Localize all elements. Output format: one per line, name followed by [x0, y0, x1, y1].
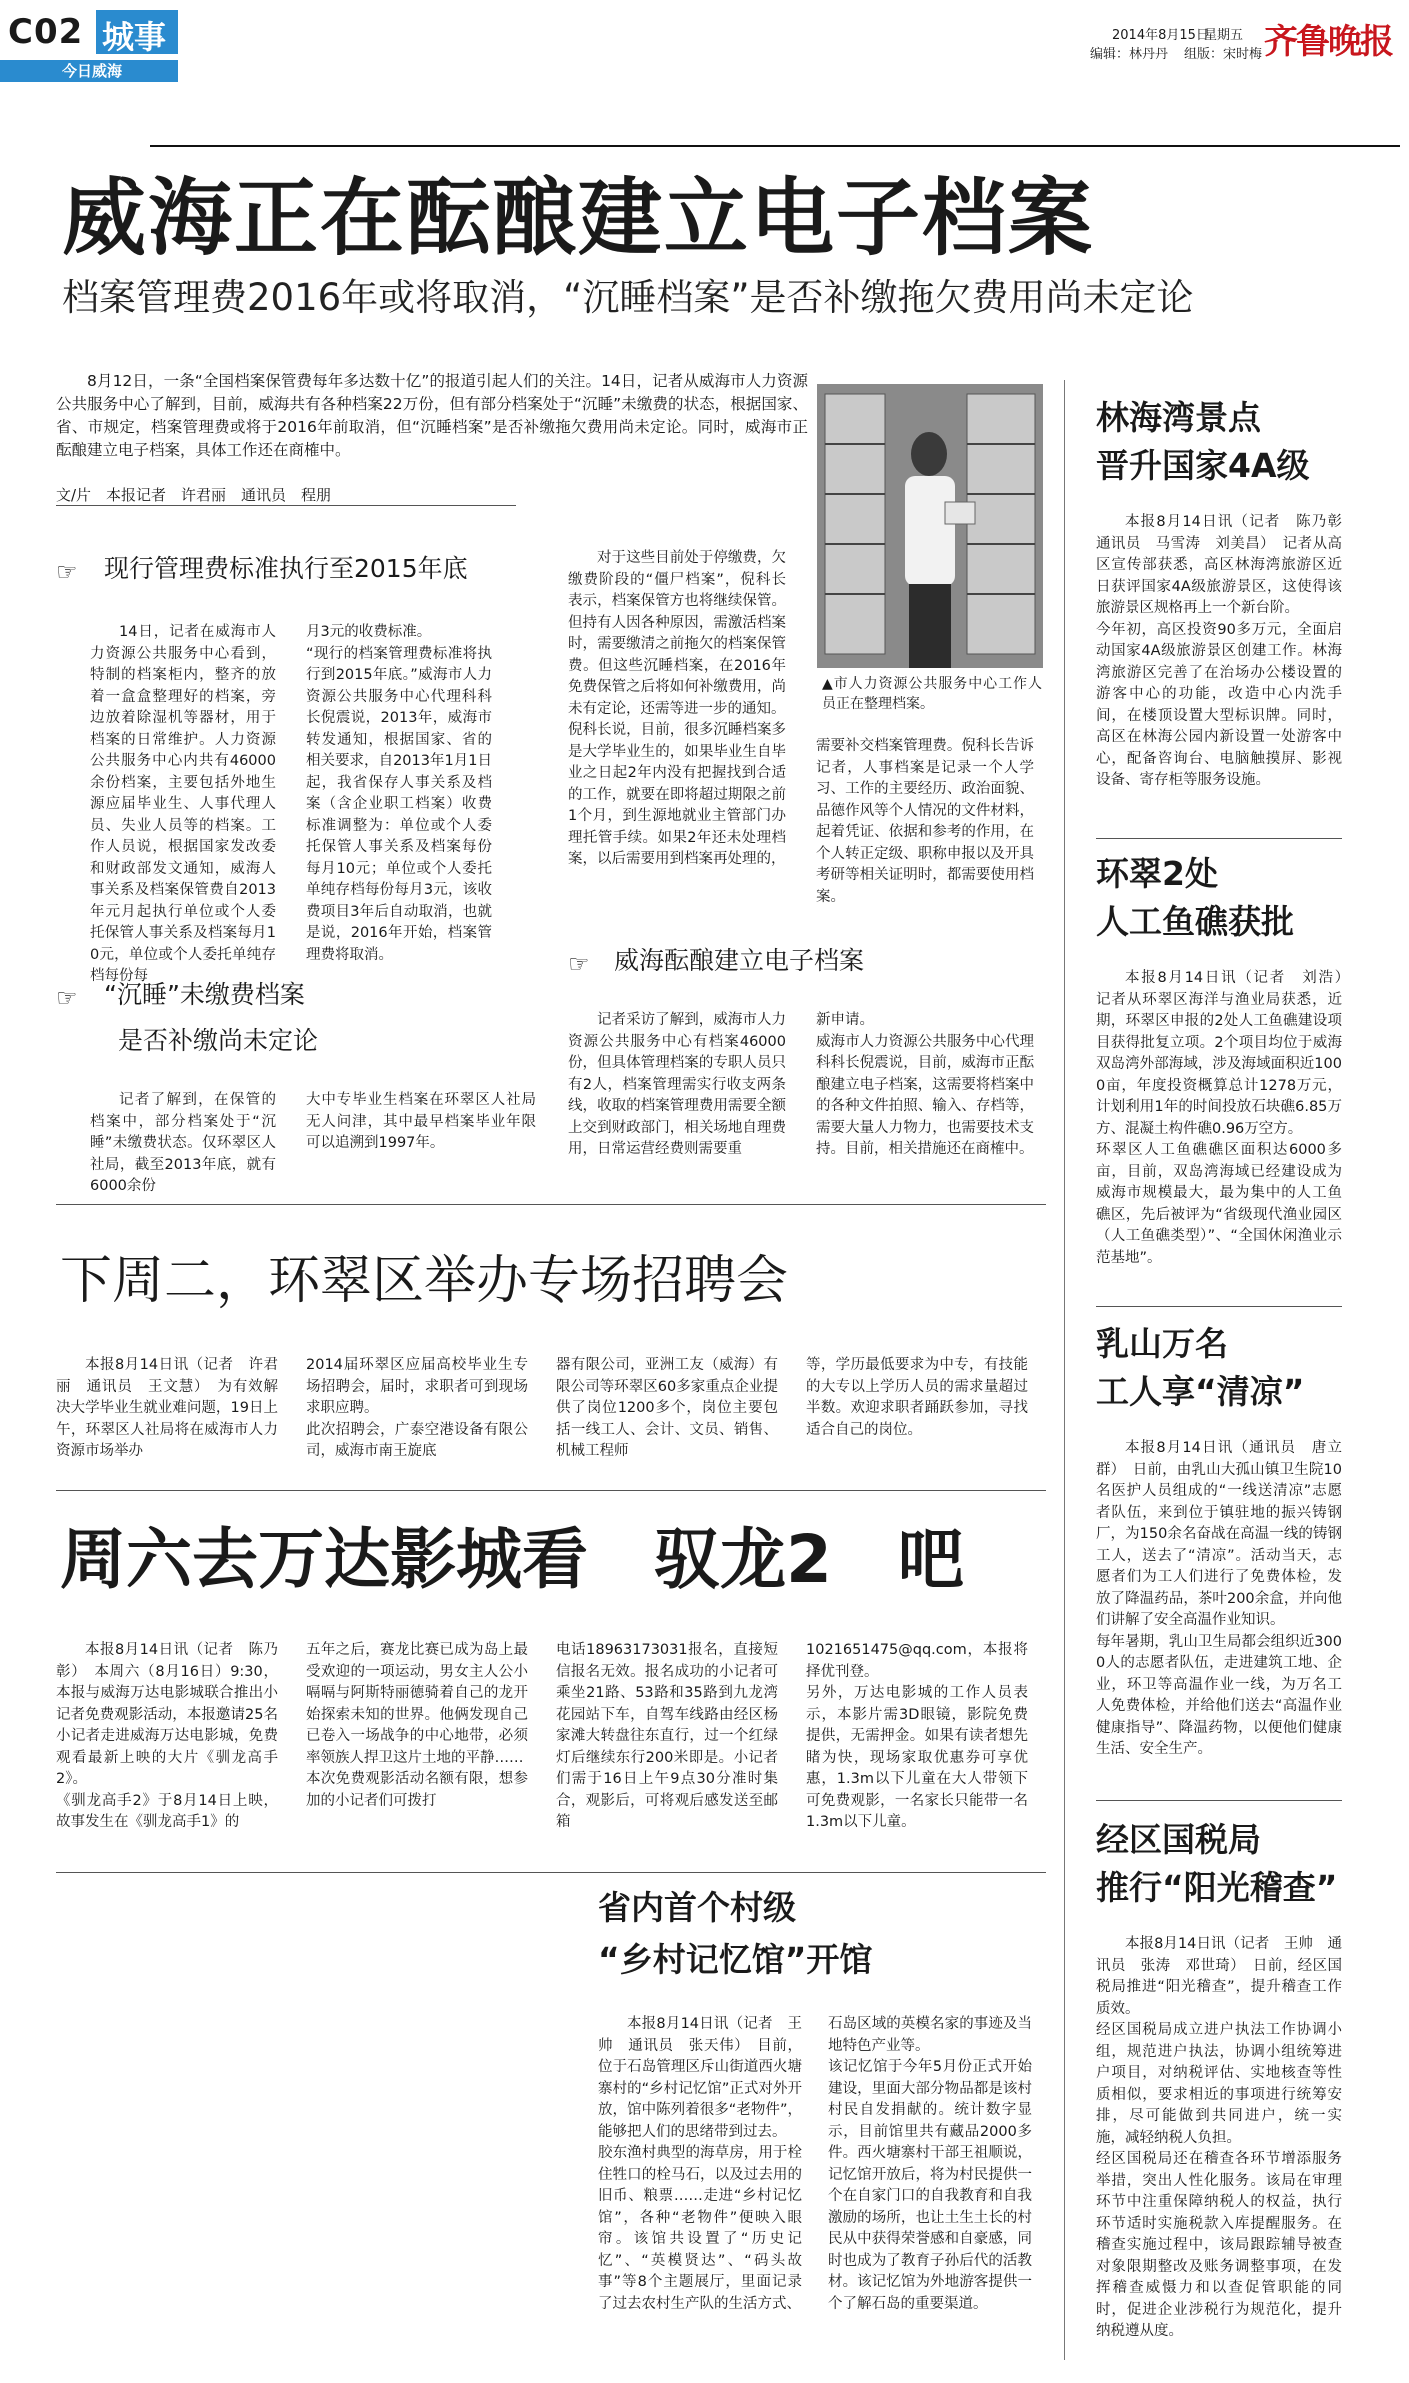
- movie-bottom-rule: [56, 1872, 1046, 1873]
- photo-caption: ▲市人力资源公共服务中心工作人员正在整理档案。: [822, 676, 1042, 712]
- sidebar3-title-line2: 工人享“清凉”: [1096, 1372, 1305, 1411]
- lead-subheadline: 档案管理费2016年或将取消，“沉睡档案”是否补缴拖欠费用尚未定论: [62, 276, 1194, 319]
- section2-col4: 需要补交档案管理费。倪科长告诉记者，人事档案是记录一个人学习、工作的主要经历、政治面貌、品德作风等个人情况的文件材料，起着凭证、依据和参考的作用，在个人转正定级、职称申报以及开具考研等相关证明时，都需要使用档案。: [816, 738, 1034, 905]
- lead-bottom-rule: [56, 1204, 1046, 1205]
- section2-col3: 对于这些目前处于停缴费，欠缴费阶段的“僵尸档案”，倪科长表示，档案保管方也将继续保管。但持有人因各种原因，需激活档案时，需要缴清之前拖欠的档案保管费。但这些沉睡档案，在2016年免费保管之后将如何补缴费用，尚未有定论，还需等进一步的通知。 倪科长说，目前，很多沉睡档案多是大学毕业生的，如果毕业生自毕业之日起2年内没有把握找到合适的工作，就要在即将超过期限之前1个月，到生源地就业主管部门办理托管手续。如果2年还未处理档案，以后需要用到档案再处理的，: [568, 550, 786, 867]
- section2-col1: 记者了解到，在保管的档案中，部分档案处于“沉睡”未缴费状态。仅环翠区人社局，截至2013年底，就有6000余份: [90, 1092, 276, 1194]
- sidebar1-title-line2: 晋升国家4A级: [1096, 446, 1310, 485]
- section3-title: 威海酝酿建立电子档案: [614, 946, 865, 975]
- sidebar3-title-line1: 乳山万名: [1096, 1324, 1228, 1363]
- memory-col2: 石岛区域的英模名家的事迹及当地特色产业等。 该记忆馆于今年5月份正式开始建设，里面大部分物品都是该村村民自发捐献的。统计数字显示，目前馆里共有藏品2000多件。西火塘寨村干部王祖顺说，记忆馆开放后，将为村民提供一个在自家门口的自我教育和自我激励的场所，也让土生土长的村民从中获得荣誉感和自豪感，同时也成为了教育子孙后代的活教材。该记忆馆为外地游客提供一个了解石岛的重要渠道。: [828, 2016, 1032, 2312]
- section-name: 城事: [102, 18, 167, 56]
- header-rule: [150, 145, 1400, 147]
- proofreader-credit: 组版：宋时梅: [1184, 47, 1263, 62]
- section2-title-line1: “沉睡”未缴费档案: [104, 980, 305, 1009]
- sidebar4-title-line2: 推行“阳光稽查”: [1096, 1868, 1338, 1907]
- memory-col1: 本报8月14日讯（记者 王帅 通讯员 张天伟） 目前，位于石岛管理区斥山街道西火塘寨村的“乡村记忆馆”正式对外开放，馆中陈列着很多“老物件”，能够把人们的思绪带到过去。 胶东渔村典型的海草房，用于栓住牲口的栓马石，以及过去用的旧币、粮票……走进“乡村记忆馆”，各种“老物件”便映入眼帘。该馆共设置了“历史记忆”、“英模贤达”、“码头故事”等8个主题展厅，里面记录了过去农村生产队的生活方式、: [598, 2016, 802, 2312]
- section1-title: 现行管理费标准执行至2015年底: [104, 554, 468, 583]
- archive-shelves-image: [817, 384, 1043, 668]
- subsection-name: 今日威海: [62, 62, 123, 80]
- movie-col2: 五年之后，赛龙比赛已成为岛上最受欢迎的一项运动，男女主人公小嗝嗝与阿斯特丽德骑着自己的龙开始探索未知的世界。他俩发现自己已卷入一场战争的中心地带，必须率领族人捍卫这片土地的平静…… 本次免费观影活动名额有限，想参加的小记者们可拨打: [306, 1642, 528, 1809]
- recruit-headline: 下周二，环翠区举办专场招聘会: [60, 1251, 789, 1311]
- sidebar2-body: 本报8月14日讯（记者 刘浩） 记者从环翠区海洋与渔业局获悉，近期，环翠区申报的2处人工鱼礁建设项目获得批复立项。2个项目均位于威海双岛湾外部海域，涉及海域面积近1000亩，年度投资概算总计1278万元，计划利用1年的时间投放石块礁6.85万方、混凝土构件礁0.96万空方。 环翠区人工鱼礁礁区面积达6000多亩，目前，双岛湾海域已经建设成为威海市规模最大，最为集中的人工鱼礁区，先后被评为“省级现代渔业园区（人工鱼礁类型）”、“全国休闲渔业示范基地”。: [1096, 970, 1342, 1266]
- movie-col3: 电话18963173031报名，直接短信报名无效。报名成功的小记者可乘坐21路、53路和35路到九龙湾花园站下车，自驾车线路由经区杨家滩大转盘往东直行，过一个红绿灯后继续东行200米即是。小记者们需于16日上午9点30分准时集合，观影后，可将观后感发送至邮箱: [556, 1642, 778, 1830]
- issue-date: 2014年8月15日: [1112, 28, 1209, 43]
- sidebar1-title-line1: 林海湾景点: [1096, 398, 1261, 437]
- lead-byline: 文/片 本报记者 许君丽 通讯员 程朋: [56, 486, 332, 504]
- recruit-col3: 器有限公司，亚洲工友（威海）有限公司等环翠区60多家重点企业提供了岗位1200多个，岗位主要包括一线工人、会计、文员、销售、机械工程师: [556, 1357, 778, 1459]
- lead-headline: 威海正在酝酿建立电子档案: [62, 169, 1095, 267]
- memory-headline-line1: 省内首个村级: [598, 1888, 796, 1927]
- paper-logo: 齐鲁晚报: [1264, 22, 1392, 62]
- recruit-col1: 本报8月14日讯（记者 许君丽 通讯员 王文慧） 为有效解决大学毕业生就业难问题，19日上午，环翠区人社局将在威海市人力资源市场举办: [56, 1357, 278, 1459]
- sidebar1-body: 本报8月14日讯（记者 陈乃彰 通讯员 马雪涛 刘美昌） 记者从高区宣传部获悉，高区林海湾旅游区近日获评国家4A级旅游景区，这使得该旅游景区规格再上一个新台阶。 今年初，高区投资90多万元，全面启动国家4A级旅游景区创建工作。林海湾旅游区完善了在治场办公楼设置的游客中心的功能，改造中心内洗手间，在楼顶设置大型标识牌。同时，高区在林海公园内新设置一处游客中心，配备咨询台、电脑触摸屏、影视设备、寄存柜等服务设施。: [1096, 514, 1342, 788]
- sidebar4-title-line1: 经区国税局: [1096, 1820, 1261, 1859]
- section1-col2: 月3元的收费标准。 “现行的档案管理费标准将执行到2015年底。”威海市人力资源公共服务中心代理科科长倪震说，2013年，威海市转发通知，根据国家、省的相关要求，自2013年1月1日起，我省保存人事关系及档案（含企业职工档案）收费标准调整为：单位或个人委托保管人事关系及档案每份每月10元；单位或个人委托单纯存档每份每月3元，该收费项目3年后自动取消，也就是说，2016年开始，档案管理费将取消。: [306, 624, 492, 963]
- section2-col2: 大中专毕业生档案在环翠区人社局无人问津，其中最早档案毕业年限可以追溯到1997年。: [306, 1092, 536, 1151]
- sidebar2-title-line1: 环翠2处: [1096, 854, 1218, 893]
- section3-col2: 新申请。 威海市人力资源公共服务中心代理科科长倪震说，目前，威海市正酝酿建立电子档案，这需要将档案中的各种文件拍照、输入、存档等，需要大量人力物力，也需要技术支持。目前，相关措施还在商榷中。: [816, 1012, 1034, 1157]
- recruit-col4: 等，学历最低要求为中专，有技能的大专以上学历人员的需求量超过半数。欢迎求职者踊跃参加，寻找适合自己的岗位。: [806, 1357, 1028, 1438]
- sidebar2-title-line2: 人工鱼礁获批: [1096, 902, 1294, 941]
- hand-pointer-icon: ☞: [56, 984, 78, 1012]
- sidebar4-body: 本报8月14日讯（记者 王帅 通讯员 张涛 邓世琦） 日前，经区国税局推进“阳光稽查”，提升稽查工作质效。 经区国税局成立进户执法工作协调小组，规范进户执法，协调小组统筹进户项目，对纳税评估、实地核查等性质相似，要求相近的事项进行统筹安排，尽可能做到共同进户，统一实施，减轻纳税人负担。 经区国税局还在稽查各环节增添服务举措，突出人性化服务。该局在审理环节中注重保障纳税人的权益，执行环节适时实施税款入库提醒服务。在稽查实施过程中，该局跟踪辅导被查对象限期整改及账务调整事项，在发挥稽查威慑力和以查促管职能的同时，促进企业涉税行为规范化，提升纳税遵从度。: [1096, 1936, 1342, 2339]
- sidebar-rule: [1096, 838, 1342, 839]
- movie-headline: 周六去万达影城看 驭龙2 吧: [60, 1521, 964, 1598]
- issue-weekday: 星期五: [1204, 28, 1244, 43]
- page-code: C02: [8, 12, 84, 52]
- section2-title-line2: 是否补缴尚未定论: [118, 1026, 319, 1055]
- lead-intro: 8月12日，一条“全国档案保管费每年多达数十亿”的报道引起人们的关注。14日，记者从威海市人力资源公共服务中心了解到，目前，威海共有各种档案22万份，但有部分档案处于“沉睡”未缴费的状态，根据国家、省、市规定，档案管理费或将于2016年前取消，但“沉睡档案”是否补缴拖欠费用尚未定论。同时，威海市正酝酿建立电子档案，具体工作还在商榷中。: [56, 372, 808, 459]
- column-divider: [1064, 380, 1065, 2360]
- section3-col1: 记者采访了解到，威海市人力资源公共服务中心有档案46000份，但具体管理档案的专职人员只有2人，档案管理需实行收支两条线，收取的档案管理费用需要全额上交到财政部门，相关场地自理费用，日常运营经费则需要重: [568, 1012, 786, 1157]
- hand-pointer-icon: ☞: [56, 558, 78, 586]
- page-banner: [0, 0, 1409, 80]
- hand-pointer-icon: ☞: [568, 950, 590, 978]
- section1-col1: 14日，记者在威海市人力资源公共服务中心看到，特制的档案柜内，整齐的放着一盒盒整理好的档案，旁边放着除湿机等器材，用于档案的日常维护。人力资源公共服务中心内共有46000余份档案，主要包括外地生源应届毕业生、人事代理人员、失业人员等的档案。工作人员说，根据国家发改委和财政部发文通知，威海人事关系及档案保管费自2013年元月起执行单位或个人委托保管人事关系及档案每月10元，单位或个人委托单纯存档每份每: [90, 624, 276, 984]
- sidebar3-body: 本报8月14日讯（通讯员 唐立群） 日前，由乳山大孤山镇卫生院10名医护人员组成的“一线送清凉”志愿者队伍，来到位于镇驻地的振兴铸钢厂，为150余名奋战在高温一线的铸钢工人，送去了“清凉”。活动当天，志愿者们为工人们进行了免费体检，发放了降温药品，茶叶200余盒，并向他们讲解了安全高温作业知识。 每年暑期，乳山卫生局都会组织近3000人的志愿者队伍，走进建筑工地、企业，环卫等高温作业一线，为万名工人免费体检，并给他们送去“高温作业健康指导”、降温药物，以便他们健康生活、安全生产。: [1096, 1440, 1342, 1757]
- recruit-col2: 2014届环翠区应届高校毕业生专场招聘会，届时，求职者可到现场求职应聘。 此次招聘会，广泰空港设备有限公司，威海市南王旋底: [306, 1357, 528, 1459]
- memory-headline-line2: “乡村记忆馆”开馆: [598, 1940, 873, 1979]
- archive-photo: [817, 384, 1043, 668]
- movie-col1: 本报8月14日讯（记者 陈乃彰） 本周六（8月16日）9:30，本报与威海万达电影城联合推出小记者免费观影活动，本报邀请25名小记者走进威海万达电影城，免费观看最新上映的大片《驯龙高手2》。 《驯龙高手2》于8月14日上映，故事发生在《驯龙高手1》的: [56, 1642, 278, 1830]
- sidebar-rule: [1096, 1800, 1342, 1801]
- movie-col4: 1021651475@qq.com，本报将择优刊登。 另外，万达电影城的工作人员表示，本影片需3D眼镜，影院免费提供，无需押金。如果有读者想先睹为快，现场家取优惠券可享优惠，1.3m以下儿童在大人带领下可免费观影，一名家长只能带一名1.3m以下儿童。: [806, 1642, 1028, 1830]
- recruit-bottom-rule: [56, 1490, 1046, 1491]
- byline-rule: [56, 505, 516, 506]
- sidebar-rule: [1096, 1306, 1342, 1307]
- editor-credit: 编辑：林丹丹: [1090, 47, 1169, 62]
